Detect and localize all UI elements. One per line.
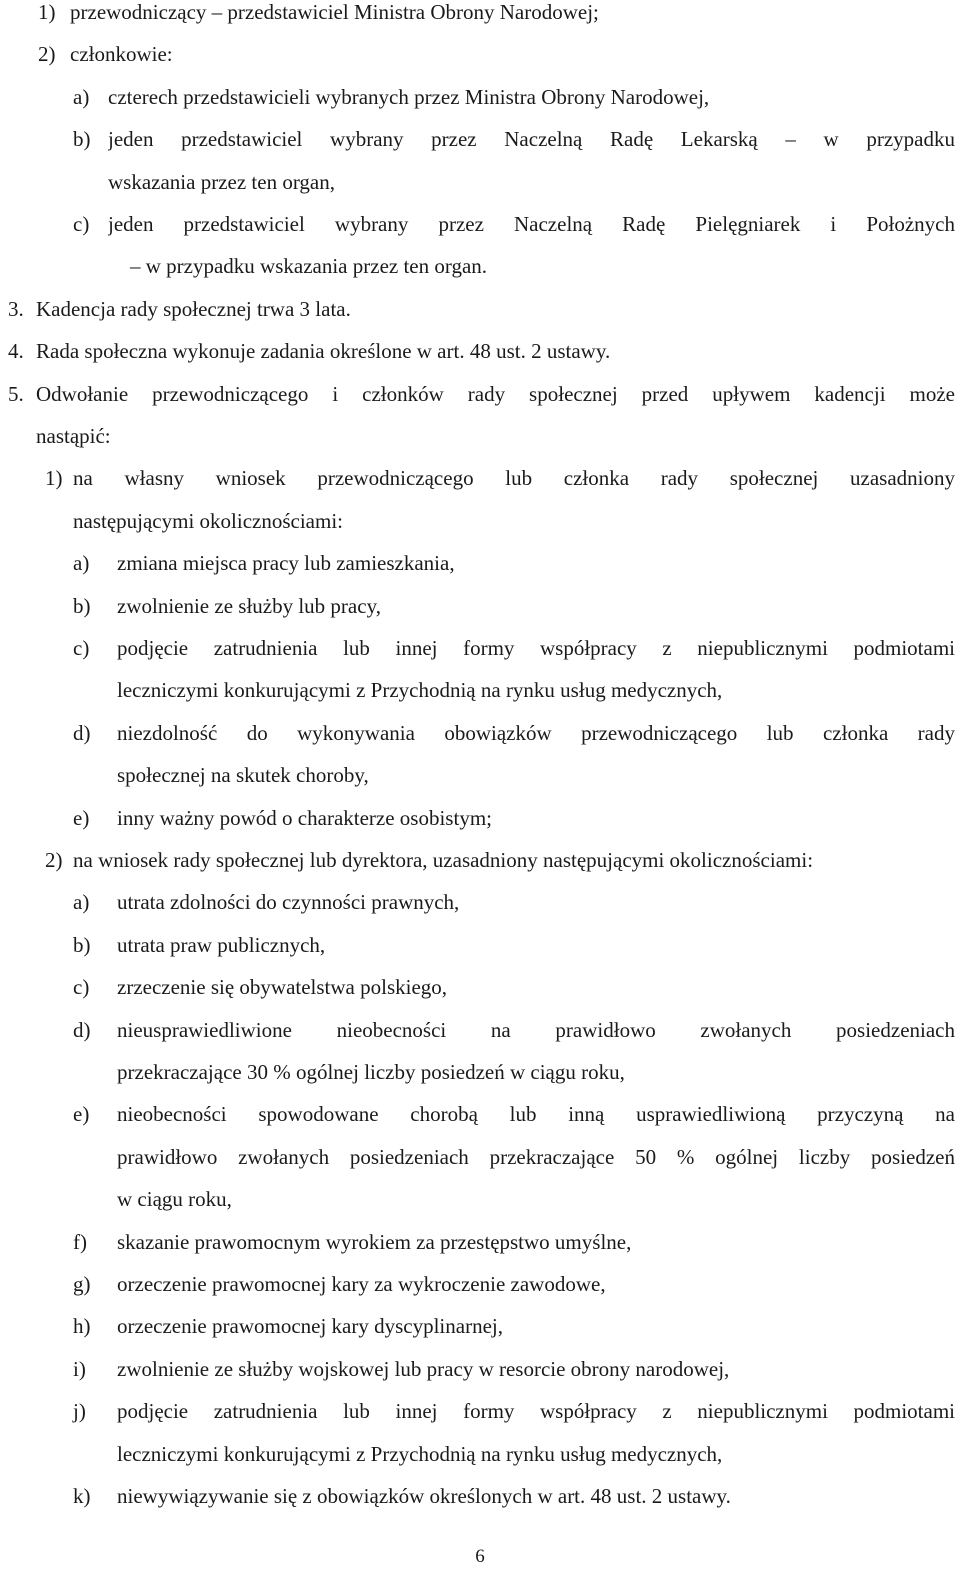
document-line: orzeczenie prawomocnej kary za wykroczenie zawodowe, [117,1272,606,1296]
document-line: członkowie: [70,42,173,67]
list-marker: c) [73,212,90,236]
list-marker: e) [73,805,90,830]
list-marker: 2) [38,42,56,67]
document-line: przekraczające 30 % ogólnej liczby posiedzeń w ciągu roku, [117,1060,625,1084]
list-marker: a) [73,551,90,576]
list-marker: b) [73,593,91,618]
document-line: orzeczenie prawomocnej kary dyscyplinarnej, [117,1314,503,1339]
list-marker: c) [73,636,90,660]
list-marker: 4. [8,339,24,364]
document-line: zrzeczenie się obywatelstwa polskiego, [117,975,448,1000]
list-marker: f) [73,1229,87,1254]
document-line: w ciągu roku, [117,1187,232,1212]
document-line: skazanie prawomocnym wyrokiem za przestępstwo umyślne, [117,1229,632,1254]
document-line: następującymi okolicznościami: [73,508,344,533]
document-line: podjęcie zatrudnienia lub innej formy współpracy z niepublicznymi podmiotami [117,636,955,660]
list-marker: 5. [8,381,24,406]
list-marker: c) [73,975,90,1000]
document-line: leczniczymi konkurującymi z Przychodnią na rynku usług medycznych, [117,1441,723,1466]
list-marker: 3. [8,296,24,321]
document-line: Odwołanie przewodniczącego i członków rady społecznej przed upływem kadencji może [36,381,955,406]
list-marker: b) [73,127,91,152]
list-marker: k) [73,1484,91,1508]
document-line: podjęcie zatrudnienia lub innej formy współpracy z niepublicznymi podmiotami [117,1399,955,1424]
list-marker: e) [73,1102,90,1127]
document-line: niewywiązywanie się z obowiązków określonych w art. 48 ust. 2 ustawy. [117,1484,731,1508]
list-marker: d) [73,720,91,745]
document-line: leczniczymi konkurującymi z Przychodnią na rynku usług medycznych, [117,678,723,703]
document-line: nieobecności spowodowane chorobą lub inną usprawiedliwioną przyczyną na [117,1102,955,1127]
document-line: – w przypadku wskazania przez ten organ. [130,254,488,279]
list-marker: b) [73,932,91,957]
list-marker: 1) [45,466,63,491]
document-line: nastąpić: [36,424,111,448]
document-line: społecznej na skutek choroby, [117,763,369,788]
list-marker: h) [73,1314,91,1339]
document-line: zwolnienie ze służby lub pracy, [117,593,381,618]
document-line: przewodniczący – przedstawiciel Ministra Obrony Narodowej; [70,0,599,24]
document-line: Rada społeczna wykonuje zadania określone w art. 48 ust. 2 ustawy. [36,339,611,364]
page-number: 6 [475,1546,485,1567]
document-line: utrata zdolności do czynności prawnych, [117,890,460,915]
document-line: niezdolność do wykonywania obowiązków przewodniczącego lub członka rady [117,720,955,745]
list-marker: j) [73,1399,86,1424]
document-line: prawidłowo zwołanych posiedzeniach przekraczające 50 % ogólnej liczby posiedzeń [117,1144,955,1169]
list-marker: 1) [38,0,56,24]
document-line: Kadencja rady społecznej trwa 3 lata. [36,296,351,321]
list-marker: a) [73,84,90,109]
document-line: inny ważny powód o charakterze osobistym; [117,805,492,830]
document-line: na wniosek rady społecznej lub dyrektora, uzasadniony następującymi okolicznościami: [73,848,814,872]
document-line: jeden przedstawiciel wybrany przez Naczelną Radę Lekarską – w przypadku [108,127,955,152]
list-marker: 2) [45,848,63,872]
document-line: zwolnienie ze służby wojskowej lub pracy w resorcie obrony narodowej, [117,1356,730,1381]
document-line: na własny wniosek przewodniczącego lub członka rady społecznej uzasadniony [73,466,955,491]
list-marker: g) [73,1272,91,1296]
list-marker: a) [73,890,90,915]
document-line: czterech przedstawicieli wybranych przez Ministra Obrony Narodowej, [108,84,710,109]
list-marker: d) [73,1017,91,1042]
document-line: jeden przedstawiciel wybrany przez Naczelną Radę Pielęgniarek i Położnych [108,212,955,236]
list-marker: i) [73,1356,86,1381]
document-line: utrata praw publicznych, [117,932,326,957]
document-line: wskazania przez ten organ, [108,169,336,194]
document-line: nieusprawiedliwione nieobecności na prawidłowo zwołanych posiedzeniach [117,1017,955,1042]
document-line: zmiana miejsca pracy lub zamieszkania, [117,551,455,576]
